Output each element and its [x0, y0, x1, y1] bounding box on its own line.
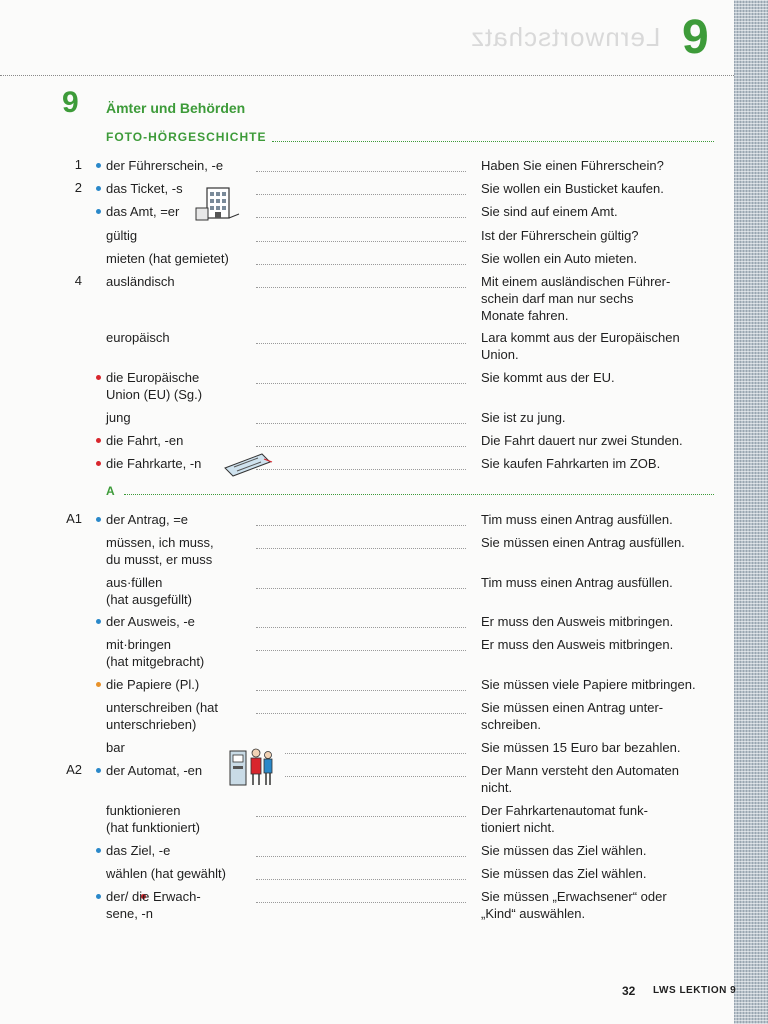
write-line — [256, 446, 466, 447]
vocab-term: bar — [106, 740, 125, 755]
footer-lesson-label: LWS LEKTION 9 — [653, 985, 737, 996]
gender-dot-masculine — [96, 517, 101, 522]
example-sentence: Sie müssen 15 Euro bar bezahlen. — [481, 740, 681, 755]
vocab-term: der Automat, -en — [106, 763, 203, 778]
example-sentence: Der Fahrkartenautomat funk- tioniert nicht. — [481, 803, 648, 835]
example-sentence: Tim muss einen Antrag ausfüllen. — [481, 575, 673, 590]
header-divider — [0, 75, 734, 76]
vocab-term: der Antrag, =e — [106, 512, 189, 527]
write-line — [256, 650, 466, 651]
vocab-term: das Amt, =er — [106, 204, 180, 219]
page-number: 32 — [622, 984, 636, 998]
example-sentence: Haben Sie einen Führerschein? — [481, 158, 664, 173]
example-sentence: Sie müssen einen Antrag unter- schreiben. — [481, 700, 664, 732]
gender-dot-neuter — [96, 209, 101, 214]
gender-dot-neuter — [96, 848, 101, 853]
ticket-machine-icon — [226, 745, 280, 789]
lesson-number: 9 — [62, 86, 79, 119]
vocab-term: ausländisch — [106, 274, 175, 289]
vocab-term: mieten (hat gemietet) — [106, 251, 229, 266]
gender-dot-masculine — [96, 768, 101, 773]
write-line — [256, 343, 466, 344]
example-sentence: Lara kommt aus der Europäischen Union. — [481, 330, 680, 362]
example-sentence: Die Fahrt dauert nur zwei Stunden. — [481, 433, 683, 448]
section-heading-a: A — [106, 484, 116, 498]
write-line — [256, 902, 466, 903]
write-line — [256, 383, 466, 384]
vocab-term: europäisch — [106, 330, 170, 345]
write-line — [256, 588, 466, 589]
write-line — [256, 264, 466, 265]
write-line — [256, 627, 466, 628]
vocab-term: jung — [106, 410, 131, 425]
office-building-icon — [193, 186, 241, 226]
bleed-through-header: Lernwortschatz — [470, 22, 661, 52]
gender-dot-neuter — [96, 186, 101, 191]
vocab-term: der Ausweis, -e — [106, 614, 195, 629]
entry-number: 4 — [74, 273, 82, 288]
entry-number: A2 — [66, 762, 82, 777]
example-sentence: Sie kaufen Fahrkarten im ZOB. — [481, 456, 661, 471]
gender-dot-masculine — [96, 894, 101, 899]
lesson-title: Ämter und Behörden — [106, 100, 246, 116]
write-line — [256, 879, 466, 880]
gender-dot-masculine — [96, 619, 101, 624]
write-line — [256, 287, 466, 288]
ticket-icon — [222, 450, 274, 478]
example-sentence: Sie sind auf einem Amt. — [481, 204, 618, 219]
vocab-term: funktionieren (hat funktioniert) — [106, 803, 200, 835]
section-heading-foto: FOTO-HÖRGESCHICHTE — [106, 130, 267, 144]
vocab-term: die Fahrt, -en — [106, 433, 184, 448]
section-rule-foto — [272, 141, 714, 142]
vocab-term: das Ticket, -s — [106, 181, 183, 196]
example-sentence: Er muss den Ausweis mitbringen. — [481, 637, 674, 652]
write-line — [256, 423, 466, 424]
vocab-term: die Fahrkarte, -n — [106, 456, 202, 471]
write-line — [256, 194, 466, 195]
example-sentence: Mit einem ausländischen Führer- schein darf man nur sechs Monate fahren. — [481, 274, 671, 323]
write-line — [256, 525, 466, 526]
gender-dot-feminine — [96, 461, 101, 466]
gender-dot-feminine — [96, 375, 101, 380]
plural-dot — [96, 682, 101, 687]
chapter-number: 9 — [682, 11, 709, 64]
vocab-term: unterschreiben (hat unterschrieben) — [106, 700, 219, 732]
vocab-term: der/ die Erwach- sene, -n — [106, 889, 201, 921]
example-sentence: Er muss den Ausweis mitbringen. — [481, 614, 674, 629]
example-sentence: Sie müssen einen Antrag ausfüllen. — [481, 535, 685, 550]
write-line — [256, 856, 466, 857]
write-line — [256, 469, 466, 470]
vocab-term: müssen, ich muss, du musst, er muss — [106, 535, 214, 567]
vocab-term: wählen (hat gewählt) — [106, 866, 226, 881]
example-sentence: Sie ist zu jung. — [481, 410, 566, 425]
example-sentence: Der Mann versteht den Automaten nicht. — [481, 763, 680, 795]
section-rule-a — [124, 494, 714, 495]
vocab-term: die Papiere (Pl.) — [106, 677, 200, 692]
vocab-term: der Führerschein, -e — [106, 158, 224, 173]
write-line — [285, 776, 466, 777]
write-line — [256, 548, 466, 549]
gender-dot-masculine — [96, 163, 101, 168]
vocab-term: die Europäische Union (EU) (Sg.) — [106, 370, 203, 402]
example-sentence: Sie müssen „Erwachsener“ oder „Kind“ auswählen. — [481, 889, 667, 921]
write-line — [256, 713, 466, 714]
example-sentence: Tim muss einen Antrag ausfüllen. — [481, 512, 673, 527]
entry-number: 2 — [74, 180, 82, 195]
page-edge-pattern — [734, 0, 768, 1024]
write-line — [285, 753, 466, 754]
example-sentence: Sie wollen ein Auto mieten. — [481, 251, 638, 266]
gender-dot-feminine — [96, 438, 101, 443]
write-line — [256, 816, 466, 817]
example-sentence: Ist der Führerschein gültig? — [481, 228, 639, 243]
vocab-term: gültig — [106, 228, 138, 243]
example-sentence: Sie kommt aus der EU. — [481, 370, 615, 385]
vocab-term: mit·bringen (hat mitgebracht) — [106, 637, 205, 669]
write-line — [256, 171, 466, 172]
vocab-term: das Ziel, -e — [106, 843, 171, 858]
example-sentence: Sie müssen viele Papiere mitbringen. — [481, 677, 696, 692]
write-line — [256, 217, 466, 218]
example-sentence: Sie müssen das Ziel wählen. — [481, 866, 647, 881]
example-sentence: Sie müssen das Ziel wählen. — [481, 843, 647, 858]
entry-number: A1 — [66, 511, 82, 526]
write-line — [256, 690, 466, 691]
write-line — [256, 241, 466, 242]
entry-number: 1 — [74, 157, 82, 172]
example-sentence: Sie wollen ein Busticket kaufen. — [481, 181, 664, 196]
vocab-term: aus·füllen (hat ausgefüllt) — [106, 575, 192, 607]
